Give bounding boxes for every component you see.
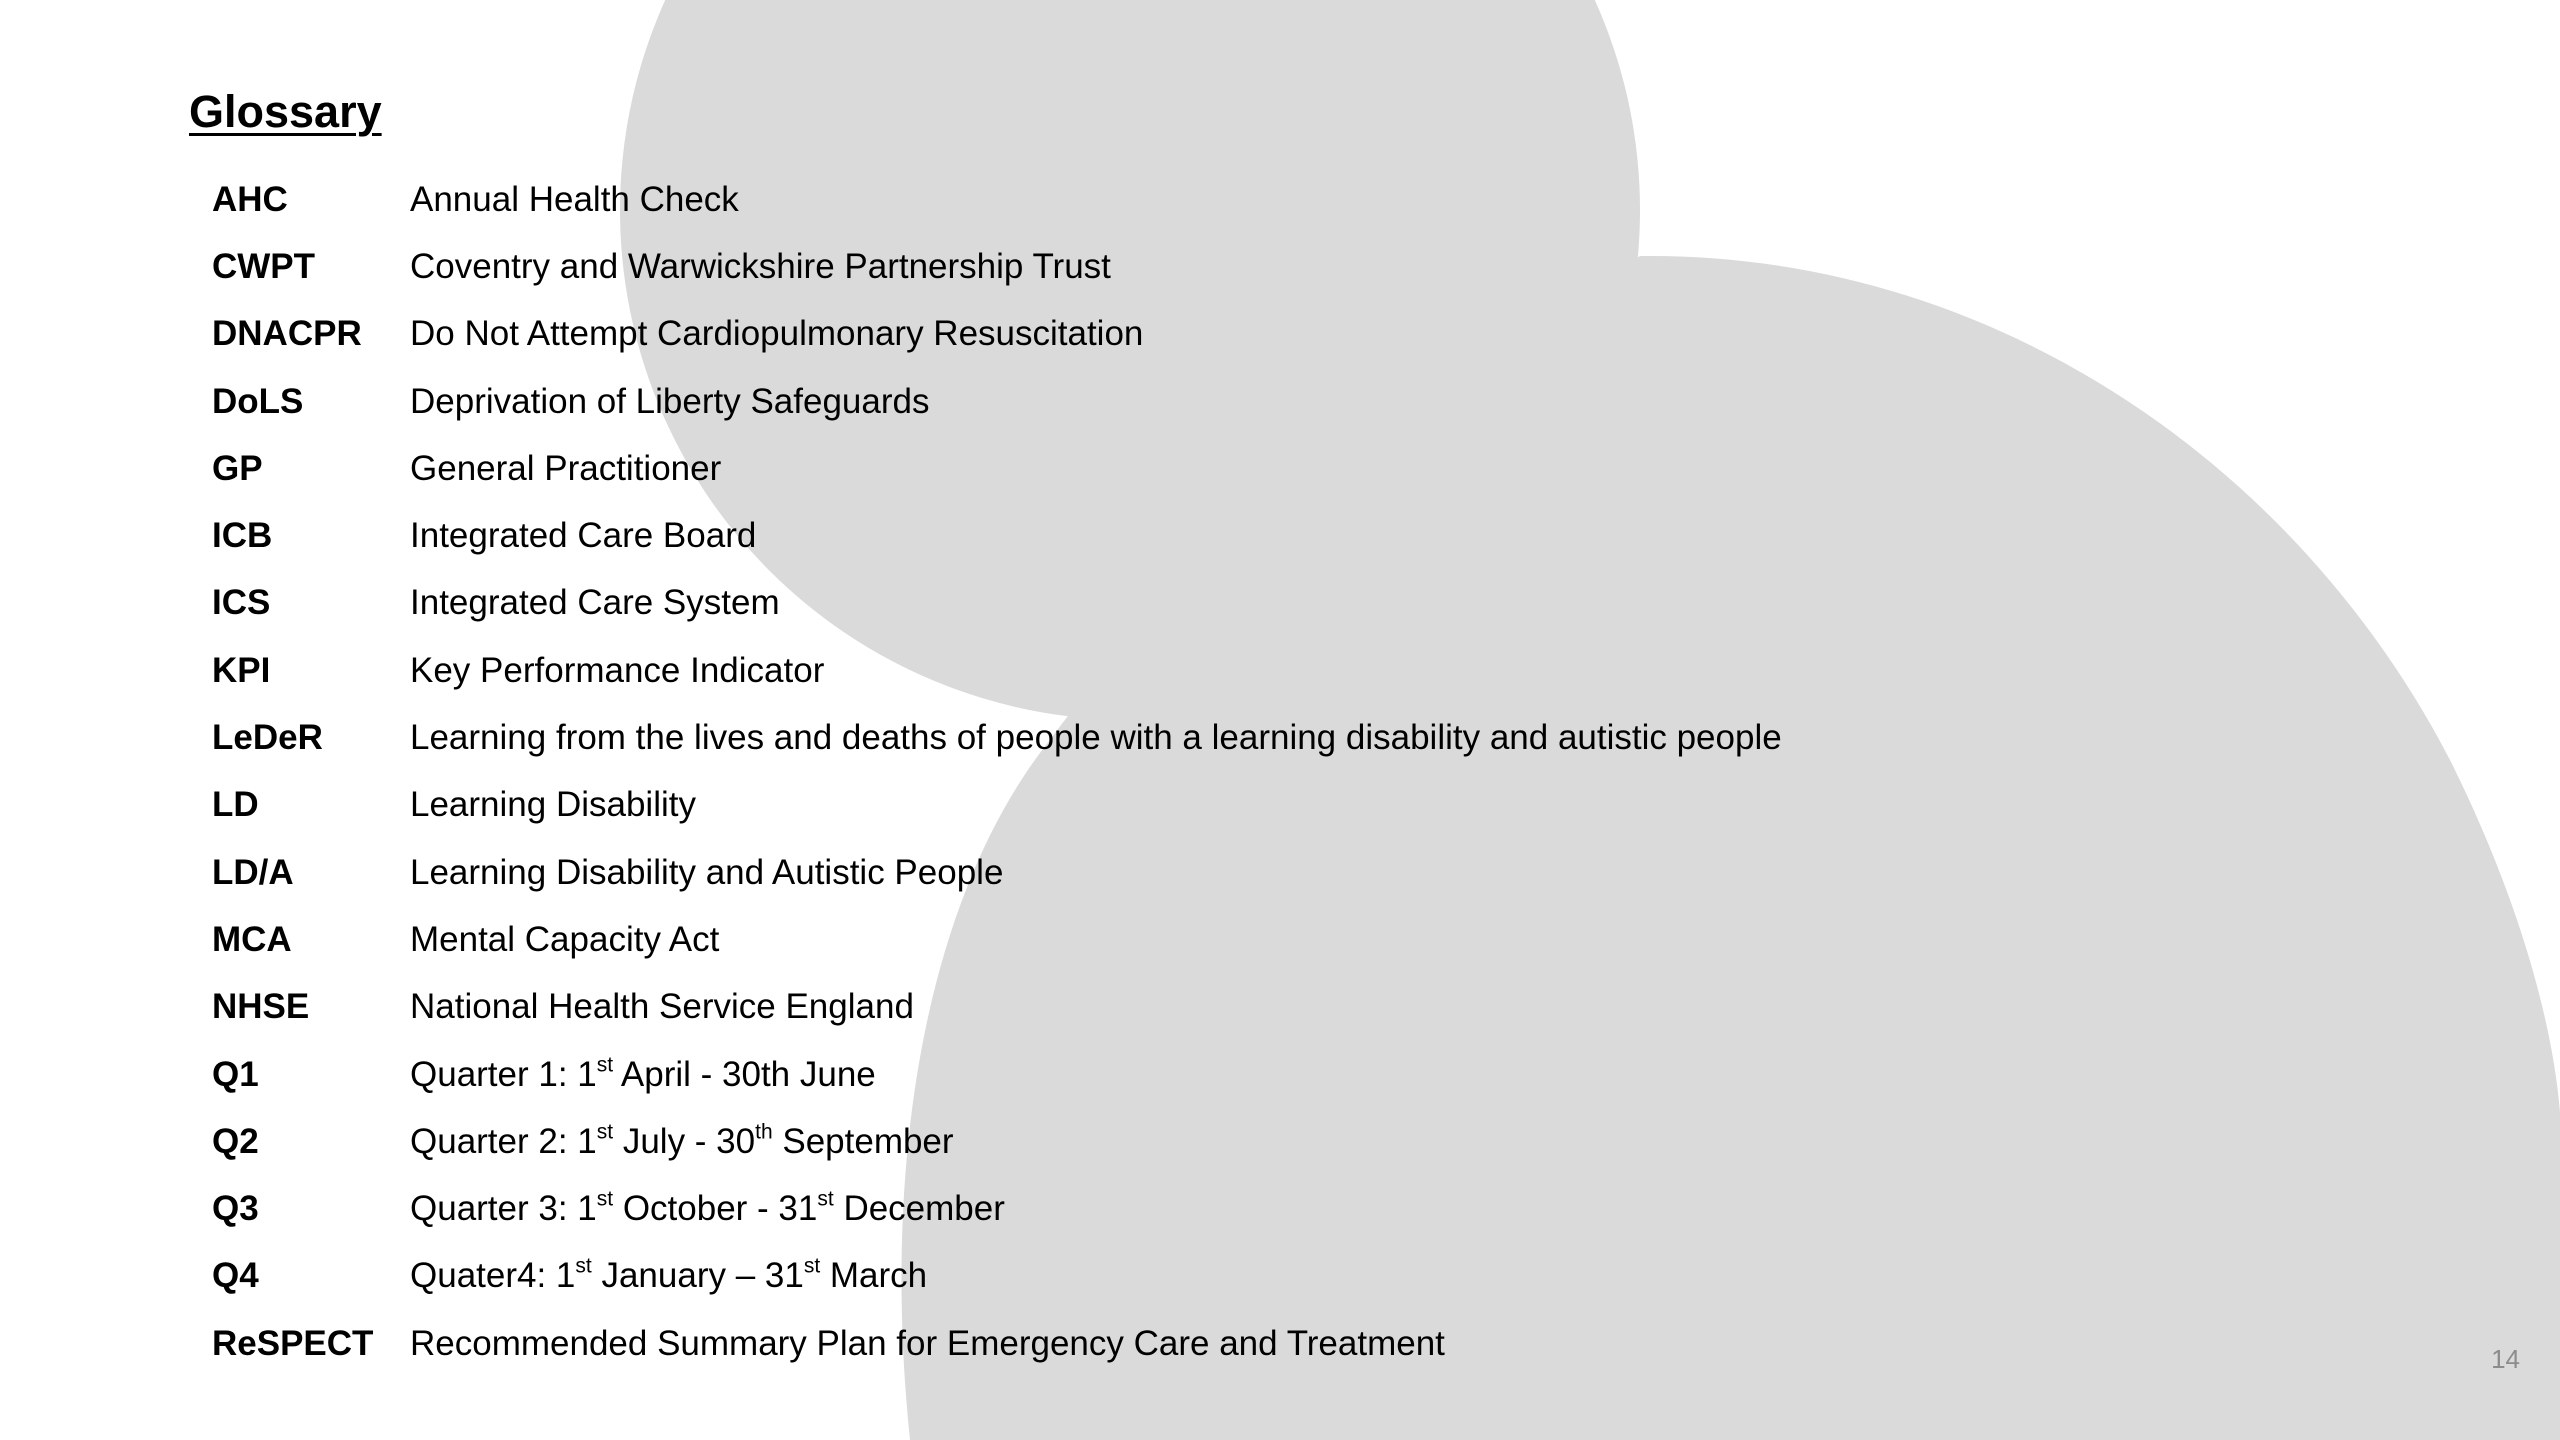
glossary-term: NHSE bbox=[212, 987, 310, 1027]
glossary-definition bbox=[410, 920, 719, 960]
definition-text: Quarter 1: 1 bbox=[410, 1054, 597, 1094]
definition-text: Quarter 2: 1 bbox=[410, 1121, 597, 1161]
glossary-row bbox=[212, 166, 1782, 233]
glossary-row bbox=[212, 839, 1782, 906]
glossary-term: CWPT bbox=[212, 246, 316, 286]
definition-text: Learning Disability bbox=[410, 785, 696, 825]
definition-text: Key Performance Indicator bbox=[410, 650, 825, 690]
definition-text: September bbox=[772, 1121, 954, 1161]
definition-text: Learning Disability and Autistic People bbox=[410, 852, 1004, 892]
definition-text: January – 31 bbox=[591, 1256, 804, 1296]
glossary-list bbox=[212, 166, 1782, 1377]
glossary-row bbox=[212, 570, 1782, 637]
glossary-row bbox=[212, 974, 1782, 1041]
glossary-row bbox=[212, 368, 1782, 435]
ordinal-suffix: st bbox=[817, 1187, 834, 1211]
glossary-definition bbox=[410, 853, 1003, 893]
glossary-row bbox=[212, 301, 1782, 368]
glossary-definition bbox=[410, 583, 780, 623]
definition-text: General Practitioner bbox=[410, 448, 722, 488]
glossary-row bbox=[212, 772, 1782, 839]
definition-text: Recommended Summary Plan for Emergency Care and Treatment bbox=[410, 1323, 1445, 1363]
glossary-definition bbox=[410, 1122, 954, 1162]
glossary-definition bbox=[410, 987, 914, 1027]
page-number: 14 bbox=[2491, 1344, 2520, 1374]
glossary-row bbox=[212, 906, 1782, 973]
glossary-row bbox=[212, 1175, 1782, 1242]
glossary-row bbox=[212, 1243, 1782, 1310]
glossary-term: KPI bbox=[212, 650, 271, 690]
glossary-definition bbox=[410, 785, 696, 825]
glossary-definition bbox=[410, 314, 1143, 354]
definition-text: Learning from the lives and deaths of people with a learning disability and autistic people bbox=[410, 718, 1782, 758]
page-title: Glossary bbox=[189, 86, 382, 137]
definition-text: National Health Service England bbox=[410, 987, 914, 1027]
glossary-row bbox=[212, 1310, 1782, 1377]
glossary-definition bbox=[410, 516, 756, 556]
definition-text: March bbox=[820, 1256, 928, 1296]
glossary-term: LeDeR bbox=[212, 718, 323, 758]
glossary-row bbox=[212, 637, 1782, 704]
glossary-term: DoLS bbox=[212, 381, 304, 421]
ordinal-suffix: st bbox=[575, 1254, 592, 1278]
glossary-term: AHC bbox=[212, 179, 288, 219]
glossary-row bbox=[212, 704, 1782, 771]
glossary-term: MCA bbox=[212, 919, 292, 959]
glossary-row bbox=[212, 502, 1782, 569]
glossary-definition bbox=[410, 247, 1111, 287]
glossary-definition bbox=[410, 718, 1782, 758]
glossary-row bbox=[212, 435, 1782, 502]
definition-text: December bbox=[833, 1189, 1005, 1229]
glossary-row bbox=[212, 233, 1782, 300]
glossary-definition bbox=[410, 449, 721, 489]
glossary-definition bbox=[410, 1052, 876, 1095]
definition-text: October - 31 bbox=[613, 1189, 818, 1229]
glossary-term: Q3 bbox=[212, 1189, 259, 1229]
definition-text: Quater4: 1 bbox=[410, 1256, 576, 1296]
ordinal-suffix: st bbox=[596, 1052, 614, 1076]
ordinal-suffix: th bbox=[755, 1120, 773, 1144]
definition-text: Quarter 3: 1 bbox=[410, 1189, 597, 1229]
definition-text: Do Not Attempt Cardiopulmonary Resuscitation bbox=[410, 314, 1144, 354]
definition-text: Coventry and Warwickshire Partnership Trust bbox=[410, 246, 1111, 286]
ordinal-suffix: st bbox=[803, 1254, 821, 1278]
glossary-definition bbox=[410, 1189, 1005, 1229]
definition-text: Deprivation of Liberty Safeguards bbox=[410, 381, 930, 421]
glossary-definition bbox=[410, 1324, 1445, 1364]
glossary-row bbox=[212, 1108, 1782, 1175]
ordinal-suffix: st bbox=[596, 1120, 614, 1144]
glossary-term: Q4 bbox=[212, 1256, 259, 1296]
glossary-definition bbox=[410, 382, 929, 422]
definition-text: Integrated Care System bbox=[410, 583, 780, 623]
glossary-definition bbox=[410, 651, 824, 691]
definition-text: Mental Capacity Act bbox=[410, 919, 720, 959]
glossary-definition bbox=[410, 180, 739, 220]
glossary-row bbox=[212, 1041, 1782, 1108]
definition-text: Integrated Care Board bbox=[410, 516, 757, 556]
definition-text: April - 30th June bbox=[613, 1054, 876, 1094]
glossary-definition bbox=[410, 1256, 927, 1296]
glossary-term: GP bbox=[212, 448, 263, 488]
glossary-term: Q1 bbox=[212, 1054, 259, 1094]
glossary-term: ICB bbox=[212, 516, 273, 556]
glossary-term: DNACPR bbox=[212, 314, 362, 354]
glossary-term: LD/A bbox=[212, 852, 294, 892]
glossary-term: ICS bbox=[212, 583, 271, 623]
ordinal-suffix: st bbox=[596, 1187, 614, 1211]
definition-text: July - 30 bbox=[613, 1121, 756, 1161]
glossary-term: LD bbox=[212, 785, 259, 825]
glossary-term: ReSPECT bbox=[212, 1323, 374, 1363]
definition-text: Annual Health Check bbox=[410, 179, 739, 219]
glossary-term: Q2 bbox=[212, 1121, 259, 1161]
